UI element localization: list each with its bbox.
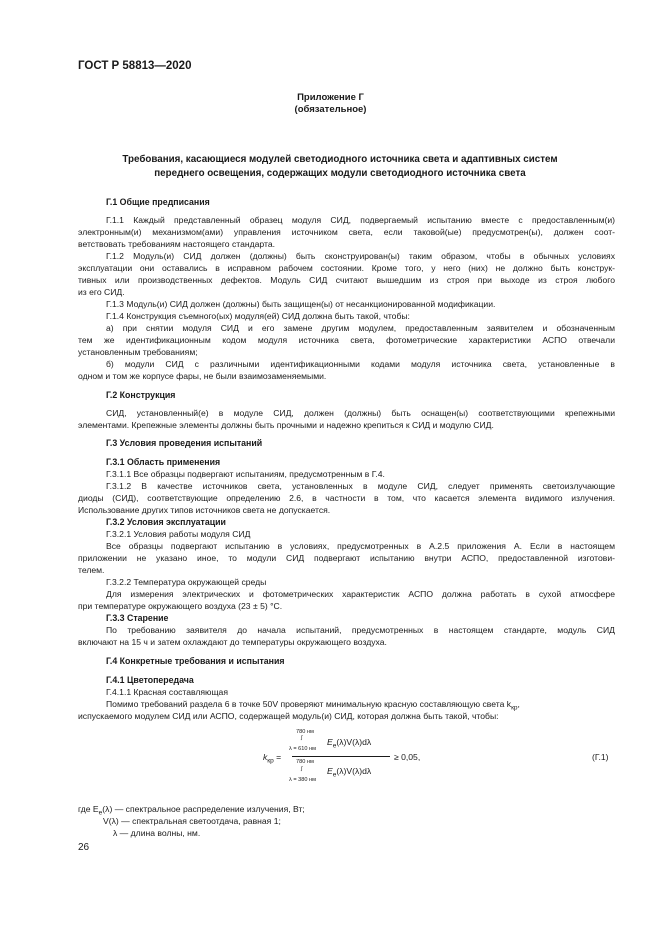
integrand-rest: (λ)V(λ)dλ <box>336 766 372 776</box>
e-symbol: E <box>327 766 333 776</box>
section-heading-g3: Г.3 Условия проведения испытаний <box>106 438 263 448</box>
paragraph-line: элементами. Крепежные элементы должны быть прочными и надежно крепиться к СИД и модулю СИД. <box>78 420 494 430</box>
list-item-b: б) модули СИД с различными идентификационными кодами модуля источника света, установленные в <box>106 359 615 369</box>
integrand-rest: (λ)V(λ)dλ <box>336 737 372 747</box>
formula-equals: = <box>276 752 282 762</box>
paragraph-line: при температуре окружающего воздуха (23 ± 5) °С. <box>78 601 283 611</box>
paragraph-line: включают на 15 ч и затем охлаждают до температуры окружающего воздуха. <box>78 637 387 647</box>
integral-upper-limit: 780 нм <box>296 759 314 765</box>
paragraph-line: тем же идентификационным кодом модуля источника света, фотометрические характеристики АСПО отвечали <box>78 335 615 345</box>
paragraph-line: телем. <box>78 565 105 575</box>
paragraph-line: По требованию заявителя до начала испытаний, предусмотренных в настоящем стандарте, модуль СИД <box>106 625 615 635</box>
paragraph-line: Г.3.2.1 Условия работы модуля СИД <box>106 529 251 539</box>
section-heading-g33: Г.3.3 Старение <box>106 613 169 623</box>
integral-lower-limit: λ = 610 нм <box>289 746 316 752</box>
paragraph-line: одном и том же корпусе фары, не были взаимозаменяемыми. <box>78 371 327 381</box>
numerator-integrand <box>327 737 371 750</box>
section-heading-g2: Г.2 Конструкция <box>106 390 176 400</box>
paragraph-line: приложении не указано иное, то модули СИД подвергают испытанию внутри АСПО, предоставленной изготови- <box>78 553 615 563</box>
e-sub: e <box>332 771 337 779</box>
paragraph-line: Для измерения электрических и фотометрических характеристик АСПО должна работать в сухой атмосфере <box>106 589 615 599</box>
paragraph-line: диоды (СИД), соответствующие определению 2.6, в частности в том, что касается элемента видимого излучения. <box>78 493 615 503</box>
page-number: 26 <box>78 842 90 853</box>
paragraph-line: СИД, установленный(е) в модуле СИД, должен (должны) быть оснащен(ы) соответствующими крепежными <box>106 408 615 418</box>
appendix-kind: (обязательное) <box>294 104 367 115</box>
integral-sign: ∫ <box>301 766 303 772</box>
text-span: где E <box>78 804 99 814</box>
where-line-2: V(λ) — спектральная светоотдача, равная 1; <box>103 816 281 826</box>
e-symbol: E <box>327 737 333 747</box>
document-title-line2: переднего освещения, содержащих модули светодиодного источника света <box>154 168 526 179</box>
paragraph-line: Г.1.1 Каждый представленный образец модуля СИД, подвергаемый испытанию вместе с предоставленным(и) <box>106 215 615 225</box>
paragraph-line: тивных или производственных дефектов. Модуль СИД считают вышедшим из строя при выходе из строя любого <box>78 275 615 285</box>
formula-number: (Г.1) <box>592 752 609 762</box>
where-line-3: λ — длина волны, нм. <box>113 828 201 838</box>
paragraph-line: Г.1.2 Модуль(и) СИД должен (должны) быть сконструирован(ы) таким образом, чтобы в обычных условиях <box>106 251 615 261</box>
paragraph-line: Г.1.4 Конструкция съемного(ых) модуля(ей) СИД должна быть такой, чтобы: <box>106 311 410 321</box>
appendix-title: Приложение Г <box>297 92 364 103</box>
paragraph-line: испускаемого модулем СИД или АСПО, содержащей модуль(и) СИД, которая должна быть такой, чтобы: <box>78 711 499 721</box>
formula-k: k <box>263 752 268 762</box>
paragraph-line: Г.1.3 Модуль(и) СИД должен (должны) быть защищен(ы) от несанкционированной модификации. <box>106 299 496 309</box>
integral-upper-limit: 780 нм <box>296 729 314 735</box>
formula-k-sub: кр <box>267 757 274 765</box>
e-sub: e <box>332 742 337 750</box>
paragraph-line: Г.3.1.1 Все образцы подвергают испытаниям, предусмотренным в Г.4. <box>106 469 385 479</box>
integral-sign: ∫ <box>301 735 303 741</box>
paragraph-line: ветствовать требованиям настоящего стандарта. <box>78 239 276 249</box>
section-heading-g41: Г.4.1 Цветопередача <box>106 675 194 685</box>
paragraph-line: установленным требованиям; <box>78 347 198 357</box>
document-title-line1: Требования, касающиеся модулей светодиодного источника света и адаптивных систем <box>122 154 558 165</box>
paragraph-line: Все образцы подвергают испытанию в условиях, предусмотренных в А.2.5 приложения А. Если в настоящем <box>106 541 615 551</box>
paragraph-line: Г.3.1.2 В качестве источников света, установленных в модуле СИД, следует применять светоизлучающие <box>106 481 615 491</box>
text-span: Помимо требований раздела 6 в точке 50V проверяют минимальную красную составляющую света k <box>106 699 512 709</box>
section-heading-g4: Г.4 Конкретные требования и испытания <box>106 656 285 666</box>
subscript: кр <box>511 704 518 712</box>
standard-designation: ГОСТ Р 58813—2020 <box>78 60 192 72</box>
section-heading-g31: Г.3.1 Область применения <box>106 457 221 467</box>
paragraph-line: эксплуатации они оставались в исправном рабочем состоянии. Кроме того, у него (них) не должно быть конструк- <box>78 263 615 273</box>
formula-rhs: ≥ 0,05, <box>394 752 421 762</box>
section-heading-g1: Г.1 Общие предписания <box>106 197 210 207</box>
integral-lower-limit: λ = 380 нм <box>289 777 316 783</box>
text-span: (λ) — спектральное распределение излучения, Вт; <box>102 804 305 814</box>
paragraph-line: из его СИД. <box>78 287 125 297</box>
paragraph-line: Г.3.2.2 Температура окружающей среды <box>106 577 267 587</box>
list-item-a: а) при снятии модуля СИД и его замене другим модулем, предоставленным заявителем и обозначенным <box>106 323 615 333</box>
text-span: , <box>517 699 520 709</box>
denominator-integrand <box>327 766 371 779</box>
fraction-bar <box>292 756 390 757</box>
formula-lhs <box>263 752 281 765</box>
subscript: e <box>98 809 103 817</box>
paragraph-line: Использование других типов источников света не допускается. <box>78 505 331 515</box>
section-heading-g32: Г.3.2 Условия эксплуатации <box>106 517 226 527</box>
paragraph-line: Г.4.1.1 Красная составляющая <box>106 687 228 697</box>
paragraph-line: электронным(и) механизмом(ами) управления источником света, если таковой(ые) предусмотрен(ы), должен соот- <box>78 227 615 237</box>
